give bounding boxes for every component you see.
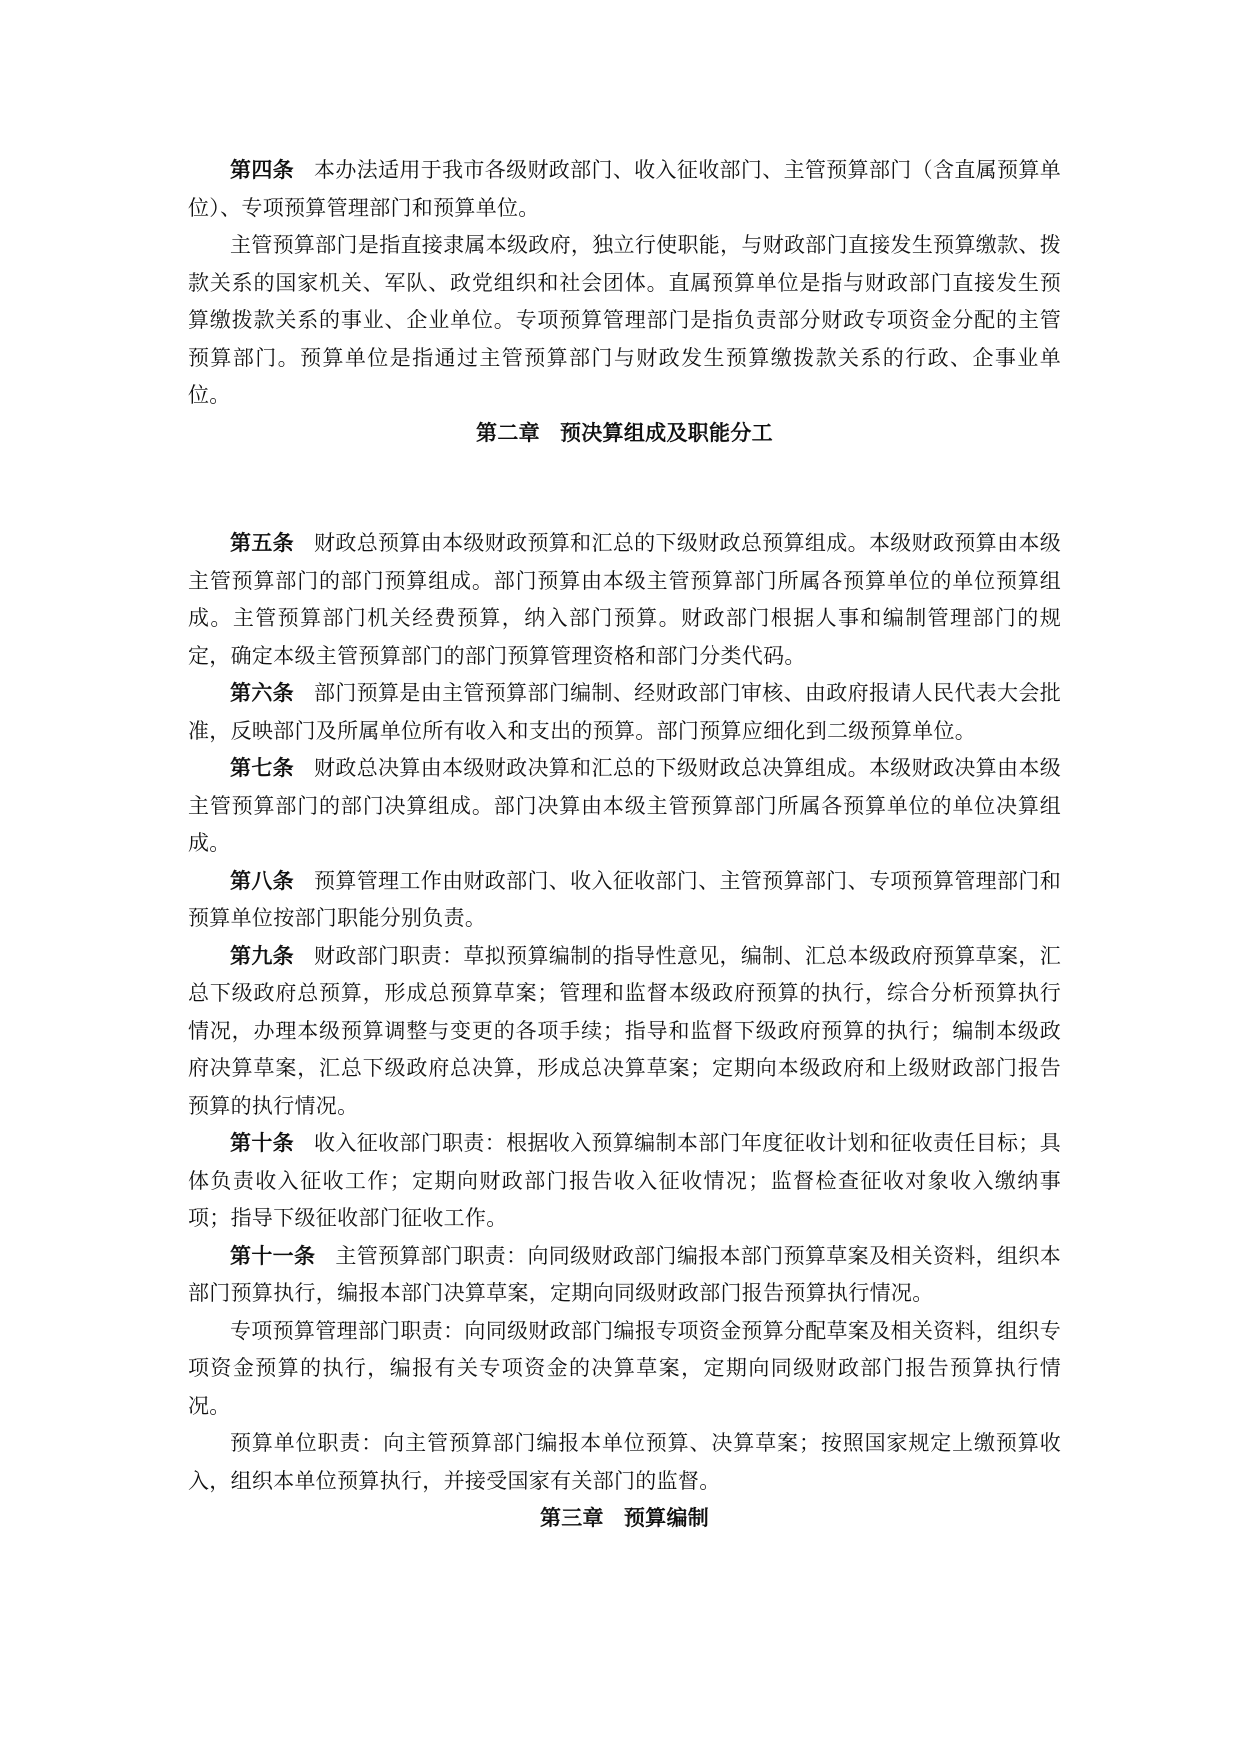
article-label: 第四条 <box>230 158 295 182</box>
article-text: 财政部门职责：草拟预算编制的指导性意见，编制、汇总本级政府预算草案，汇总下级政府总预算，形成总预算草案；管理和监督本级政府预算的执行，综合分析预算执行情况，办理本级预算调整与变更的各项手续；指导和监督下级政府预算的执行；编制本级政府决算草案，汇总下级政府总决算，形成总决算草案；定期向本级政府和上级财政部门报告预算的执行情况。 <box>188 943 1061 1118</box>
article-6 <box>188 675 1061 750</box>
paragraph-text: 主管预算部门是指直接隶属本级政府，独立行使职能，与财政部门直接发生预算缴款、拨款关系的国家机关、军队、政党组织和社会团体。直属预算单位是指与财政部门直接发生预算缴拨款关系的事业、企业单位。专项预算管理部门是指负责部分财政专项资金分配的主管预算部门。预算单位是指通过主管预算部门与财政发生预算缴拨款关系的行政、企事业单位。 <box>188 233 1061 407</box>
article-label: 第十条 <box>230 1131 295 1155</box>
article-text: 财政总决算由本级财政决算和汇总的下级财政总决算组成。本级财政决算由本级主管预算部门的部门决算组成。部门决算由本级主管预算部门所属各预算单位的单位决算组成。 <box>188 756 1061 855</box>
article-text: 主管预算部门职责：向同级财政部门编报本部门预算草案及相关资料，组织本部门预算执行，编报本部门决算草案，定期向同级财政部门报告预算执行情况。 <box>188 1243 1061 1305</box>
chapter-3-heading <box>188 1500 1061 1538</box>
article-5 <box>188 525 1061 675</box>
article-7 <box>188 750 1061 863</box>
chapter-title: 预算编制 <box>623 1506 710 1530</box>
chapter-number: 第三章 <box>539 1506 604 1530</box>
article-4-definitions <box>188 227 1061 415</box>
article-11-budget-unit <box>188 1425 1061 1500</box>
chapter-2-heading <box>188 415 1061 453</box>
article-8 <box>188 863 1061 938</box>
article-10 <box>188 1125 1061 1238</box>
article-text: 部门预算是由主管预算部门编制、经财政部门审核、由政府报请人民代表大会批准，反映部门及所属单位所有收入和支出的预算。部门预算应细化到二级预算单位。 <box>188 681 1061 743</box>
article-text: 本办法适用于我市各级财政部门、收入征收部门、主管预算部门（含直属预算单位）、专项预算管理部门和预算单位。 <box>188 158 1061 220</box>
article-11 <box>188 1238 1061 1313</box>
article-label: 第七条 <box>230 756 295 780</box>
chapter-spacer <box>188 452 1061 525</box>
article-text: 收入征收部门职责：根据收入预算编制本部门年度征收计划和征收责任目标；具体负责收入征收工作；定期向财政部门报告收入征收情况；监督检查征收对象收入缴纳事项；指导下级征收部门征收工作。 <box>188 1131 1061 1230</box>
article-11-special-dept <box>188 1313 1061 1426</box>
article-label: 第九条 <box>230 943 295 968</box>
article-label: 第六条 <box>230 681 295 705</box>
paragraph-text: 预算单位职责：向主管预算部门编报本单位预算、决算草案；按照国家规定上缴预算收入，组织本单位预算执行，并接受国家有关部门的监督。 <box>188 1431 1061 1493</box>
article-text: 预算管理工作由财政部门、收入征收部门、主管预算部门、专项预算管理部门和预算单位按部门职能分别负责。 <box>188 868 1061 930</box>
article-text: 财政总预算由本级财政预算和汇总的下级财政总预算组成。本级财政预算由本级主管预算部门的部门预算组成。部门预算由本级主管预算部门所属各预算单位的单位预算组成。主管预算部门机关经费预算，纳入部门预算。财政部门根据人事和编制管理部门的规定，确定本级主管预算部门的部门预算管理资格和部门分类代码。 <box>188 531 1061 668</box>
article-9 <box>188 938 1061 1126</box>
article-label: 第五条 <box>230 531 295 555</box>
chapter-number: 第二章 <box>476 420 540 445</box>
article-4 <box>188 152 1061 227</box>
article-label: 第八条 <box>230 868 295 893</box>
chapter-title: 预决算组成及职能分工 <box>559 420 773 445</box>
article-label: 第十一条 <box>230 1243 316 1268</box>
paragraph-text: 专项预算管理部门职责：向同级财政部门编报专项资金预算分配草案及相关资料，组织专项资金预算的执行，编报有关专项资金的决算草案，定期向同级财政部门报告预算执行情况。 <box>188 1318 1061 1418</box>
